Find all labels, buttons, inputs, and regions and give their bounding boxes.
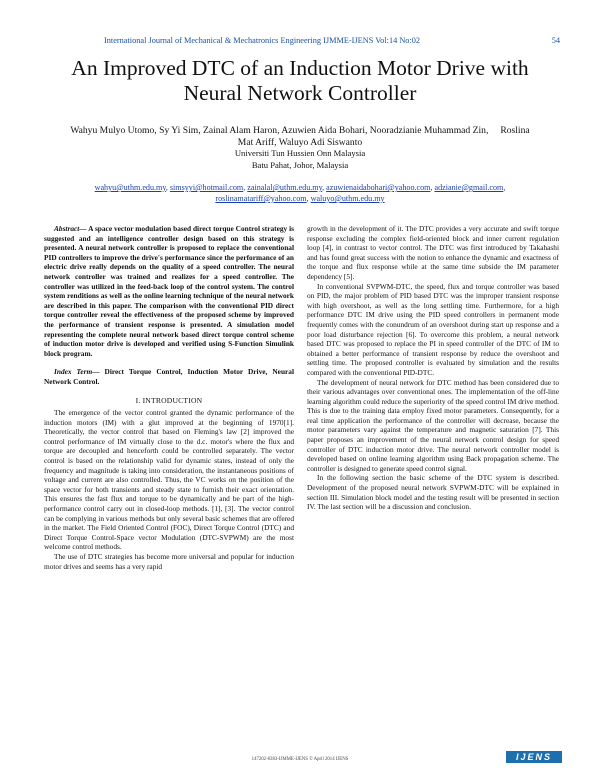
body-paragraph: The development of neural network for DTC method has been considered due to their various advantages over conventional ones. The implementation of the off-line learning algorithm could reduce the superiority of the speed control IM drive method. This is due to the training data employ fixed motor parameters. Consequently, for a real time application the performance of the controller will decrease, because the motor parameters vary against the temperature and magnetic saturation [7]. This paper proposes an improvement of the neural network control design for speed controller of DTC induction motor drive. The neural network controller model is developed based on online learning algorithm using Back propagation scheme. The controller is designed to generate speed control signal. — [307, 377, 559, 473]
section-heading-introduction: I. INTRODUCTION — [135, 395, 203, 405]
body-paragraph: The use of DTC strategies has become more universal and popular for induction motor drives and seems has a very rapid — [44, 552, 294, 571]
email-link[interactable]: azuwienaidabohari@yahoo.com — [326, 183, 431, 192]
affiliation-location: Batu Pahat, Johor, Malaysia — [251, 160, 349, 170]
body-paragraph: In conventional SVPWM-DTC, the speed, flux and torque controller was based on PID, the major problem of PID based DTC was the improper transient response with high overshoot, as well as the long settling time. Furthermore, for a high performance DTC IM drive using the PID speed controllers in permanent mode frequently comes with the conundrum of an overshoot during start up response and a poor load disturbance rejection [6]. To overcome this problem, a neural network based DTC was proposed to replace the PI in speed controller of the DTC of IM to obtained a better performance of transient response by reduce the overshoot and settling time. The proposed controller is evaluated by simulation and the results compared with the conventional PID-DTC. — [307, 281, 559, 377]
abstract-label: Abstract— — [54, 224, 87, 233]
email-link[interactable]: wahyu@uthm.edu.my — [94, 183, 166, 192]
journal-name: International Journal of Mechanical & Mechatronics Engineering IJMME-IJENS Vol:14 No:02 — [104, 36, 421, 45]
title-line-1: An Improved DTC of an Induction Motor Drive with — [71, 56, 529, 80]
abstract — [44, 224, 294, 358]
title-line-2: Neural Network Controller — [183, 81, 417, 105]
paper-title — [30, 56, 570, 106]
page-number: 54 — [551, 36, 560, 45]
authors-line-2: Mat Ariff, Waluyo Adi Siswanto — [237, 137, 363, 148]
left-column — [44, 224, 294, 571]
abstract-text: A space vector modulation based direct torque Control strategy is suggested and an intelligence controller design based on this strategy is presented. A neural network controller is proposed to replace the conventional PID controllers to improve the drive's performance since the performance of an electric drive really depends on the quality of a speed controller. The neural network controller was trained and realizes for a speed controller. The controller was utilized in the feed-back loop of the control system. The control system renditions as well as the online learning technique of the neural network are described in this paper. The comparison with the conventional PID direct torque controller reveal the effectiveness of the proposed scheme by improved the performance of transient response is presented. A simulation model representing the complete neural network based direct torque control scheme of induction motor drive is developed and verified using S-Function Simulink block program. — [44, 224, 294, 358]
index-terms — [44, 367, 294, 386]
authors-line-1: Wahyu Mulyo Utomo, Sy Yi Sim, Zainal Alam Haron, Azuwien Aida Bohari, Nooradzianie Muhammad Zin, Roslina — [70, 125, 530, 136]
index-terms-text: Direct Torque Control, Induction Motor Drive, Neural Network Control. — [44, 367, 294, 386]
index-terms-label: Index Term— — [54, 367, 100, 377]
email-link[interactable]: waluyo@uthm.edu.my — [310, 194, 385, 203]
email-link[interactable]: zainalal@uthm.edu.my — [247, 183, 323, 192]
right-column — [307, 224, 559, 512]
author-list — [30, 125, 570, 149]
affiliation-university: Universiti Tun Hussien Onn Malaysia — [234, 148, 366, 158]
email-link[interactable]: simsyyi@hotmail.com — [169, 183, 244, 192]
email-link[interactable]: adzianie@gmail.com — [434, 183, 504, 192]
email-list: wahyu@uthm.edu.my, simsyyi@hotmail.com, zainalal@uthm.edu.my, azuwienaidabohari@yahoo.com, adzianie@gmail.com, roslinamatariff@yahoo.com, waluyo@uthm.edu.my — [94, 183, 506, 203]
body-paragraph: In the following section the basic scheme of the DTC system is described. Development of the proposed neural network SVPWM-DTC will be explained in section III. Simulation block model and the testing result will be presented in section IV. The last section will be a discussion and conclusion. — [307, 473, 559, 512]
body-paragraph: growth in the development of it. The DTC provides a very accurate and swift torque response excluding the complex field-oriented block and inner current regulation loop [4], in contrast to vector control. The DTC was first introduced by Takahashi and has found great success with the notion to enhance the dynamic and exactness of the torque and flux response while at the same time subside the IM parameter dependency [5]. — [307, 224, 559, 281]
ijens-logo: IJENS — [506, 751, 562, 763]
email-link[interactable]: roslinamatariff@yahoo.com — [215, 194, 307, 203]
footer-note: 147202-8383-IJMME-IJENS © April 2014 IJENS — [251, 757, 349, 762]
body-paragraph: The emergence of the vector control granted the dynamic performance of the induction motors (IM) with a glut improved at the beginning of 1970[1]. Theoretically, the vector control that based on Fleming's law [2] improved the control performance of IM virtually close to the d.c. motor's where the flux and torque are decoupled and henceforth could be controlled separately. The vector control is based on the relationship valid for dynamic states, instead of only the frequency and magnitude is taking into consideration, the instantaneous positions of voltage and current are also controlled. Thus, the VC works on the position of the space vector for both transients and steady state to furnish their exact orientation. This ensures the fast flux and torque to be dynamically and be part of the high-performance control carry out in closed-loop methods. [1], [3]. The vector control can be complying in various methods but only several basic schemes that are offered in the market. The Field Oriented Control (FOC), Direct Torque Control (DTC) and Direct Torque Control-Space vector Modulation (DTC-SVPWM) are the most welcome control methods. — [44, 408, 294, 552]
